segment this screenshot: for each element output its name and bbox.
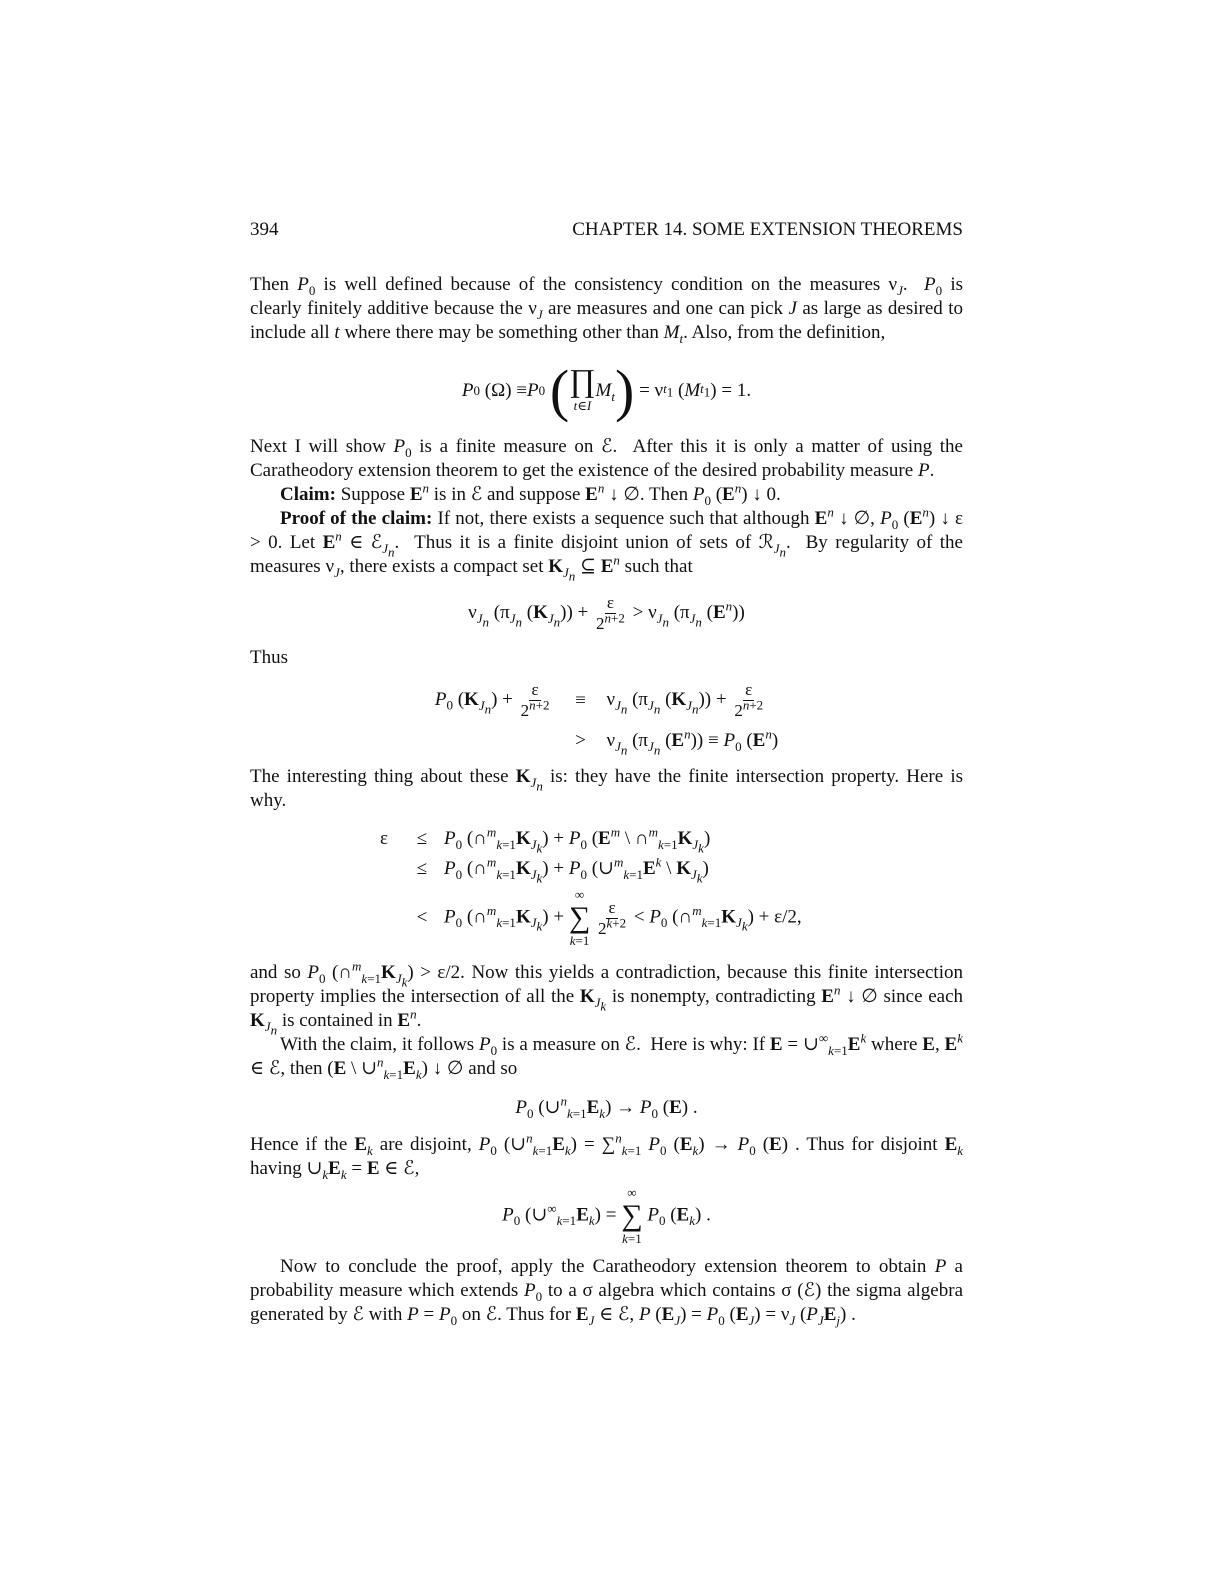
running-header [250,219,963,241]
paragraph-2: Next I will show $P_0$ is a finite measure on ℰ. After this it is only a matter of using the Caratheodory extension theorem to get the existence of the desired probability measure P. [250,436,963,481]
paragraph-5: With the claim, it follows $P_0$ is a measure on ℰ. Here is why: If $E = \cup^\infty_{k=1}E^k$ where E, $E^k$ ∈ ℰ, then (E \ $\cup^n_{k=1}E_k$) ↓ ∅ and so [250,1030,964,1082]
paragraph-7: Now to conclude the proof, apply the Caratheodory extension theorem to obtain P a probability measure which extends $P_0$ to a σ algebra which contains σ (ℰ) the sigma algebra generated by ℰ with $P = P_0$ on ℰ. Thus for $E_J$ ∈ ℰ, P $(E_J) = P_0$ $(E_J) = \nu_J$ $(P_JE_j)$ . [250,1256,963,1328]
claim-paragraph: Claim: Suppose $E^n$ is in ℰ and suppose $E^n$ ↓ ∅. Then $P_0$ $(E^n)$ ↓ 0. [280,480,781,508]
equation-countable-additivity: $P_0$ $(\cup^\infty_{k=1}E_k)$ = ∞ ∑ k=1 $P_0$ $(E_k)$ . [502,1185,711,1246]
equation-limit: $P_0$ $(\cup^n_{k=1}E_k) \to P_0$ (E) . [515,1093,698,1121]
body-text [250,273,963,1327]
proof-paragraph: Proof of the claim: If not, there exists a sequence such that although $E^n$ ↓ ∅, $P_0$ $(E^n)$ ↓ ε > 0. Let $E^n$ ∈ ℰ$_{J_n}$. Thus it is a finite disjoint union of sets of ℛ$_{J_n}$. By regularity of the measures $\nu_J$, there exists a compact set $K_{J_n}$ ⊆ $E^n$ such that [250,504,963,584]
paragraph-1: Then $P_0$ is well defined because of the consistency condition on the measures $\nu_J$. $P_0$ is clearly finitely additive because the $\nu_J$ are measures and one can pick J as large as desired to include all t where there may be something other than $M_t$. Also, from the definition, [250,274,963,346]
paragraph-3: The interesting thing about these $K_{J_n}$ is: they have the finite intersection property. Here is why. [250,766,963,811]
thus-label: Thus [250,647,288,668]
equation-p0-kjn: $P_0$ $(K_{J_n})$ + $\frac{\varepsilon}{2^{n+2}}$ ≡ $\nu_{J_n}$ ($\pi_{J_n}$ $(K_{J_n})$) + $\frac{\varepsilon}{2^{n+2}}$ > $\nu_{J_n}$ ($\pi_{J_n}$ $(E^n)) \equiv P_0$ $(E^n)$ [434,680,779,758]
page-number: 394 [250,219,279,240]
equation-epsilon-chain: ε ≤ $P_0$ $(\cap^m_{k=1}K_{J_k}) + P_0$ ($E^m$ \ $\cap^m_{k=1}K_{J_k}$) ≤ $P_0$ $(\cap^m_{k=1}K_{J_k}) + P_0$ ($\cup^m_{k=1}E^k$ \ $K_{J_k}$) < $P_0$ $(\cap^m_{k=1}K_{J_k})$ + ∞ ∑ k=1 $\frac{\varepsilon}{2^{k+2}}$ < $P_0$ $(\cap^m_{k=1}K_{J_k}) + \varepsilon/2$, [380,824,802,948]
paragraph-4: and so $P_0$ $(\cap^m_{k=1}K_{J_k}) > \varepsilon/2$. Now this yields a contradiction, because this finite intersection property implies the intersection of all the $K_{J_k}$ is nonempty, contradicting $E^n$ ↓ ∅ since each $K_{J_n}$ is contained in $E^n$. [250,958,964,1038]
chapter-title: CHAPTER 14. SOME EXTENSION THEOREMS [572,219,963,240]
equation-p0-omega: P 0 (Ω) ≡ P 0 ( ∏ t∈I $M_t$ ) = ν $t_1$ ( M $t_1$ ) = 1. [461,358,752,423]
equation-regularity: $\nu_{J_n}$ ($\pi_{J_n}$ $(K_{J_n})$) + $\frac{\varepsilon}{2^{n+2}}$ > $\nu_{J_n}$ ($\pi_{J_n}$ $(E^n)$) [468,593,745,633]
paragraph-6: Hence if the $E_k$ are disjoint, $P_0$ $(\cup^n_{k=1}E_k) = \sum^n_{k=1}$ $P_0$ $(E_k) \to P_0$ (E) . Thus for disjoint $E_k$ having $\cup_kE_k = E$ ∈ ℰ, [250,1130,964,1182]
page [250,0,963,1584]
